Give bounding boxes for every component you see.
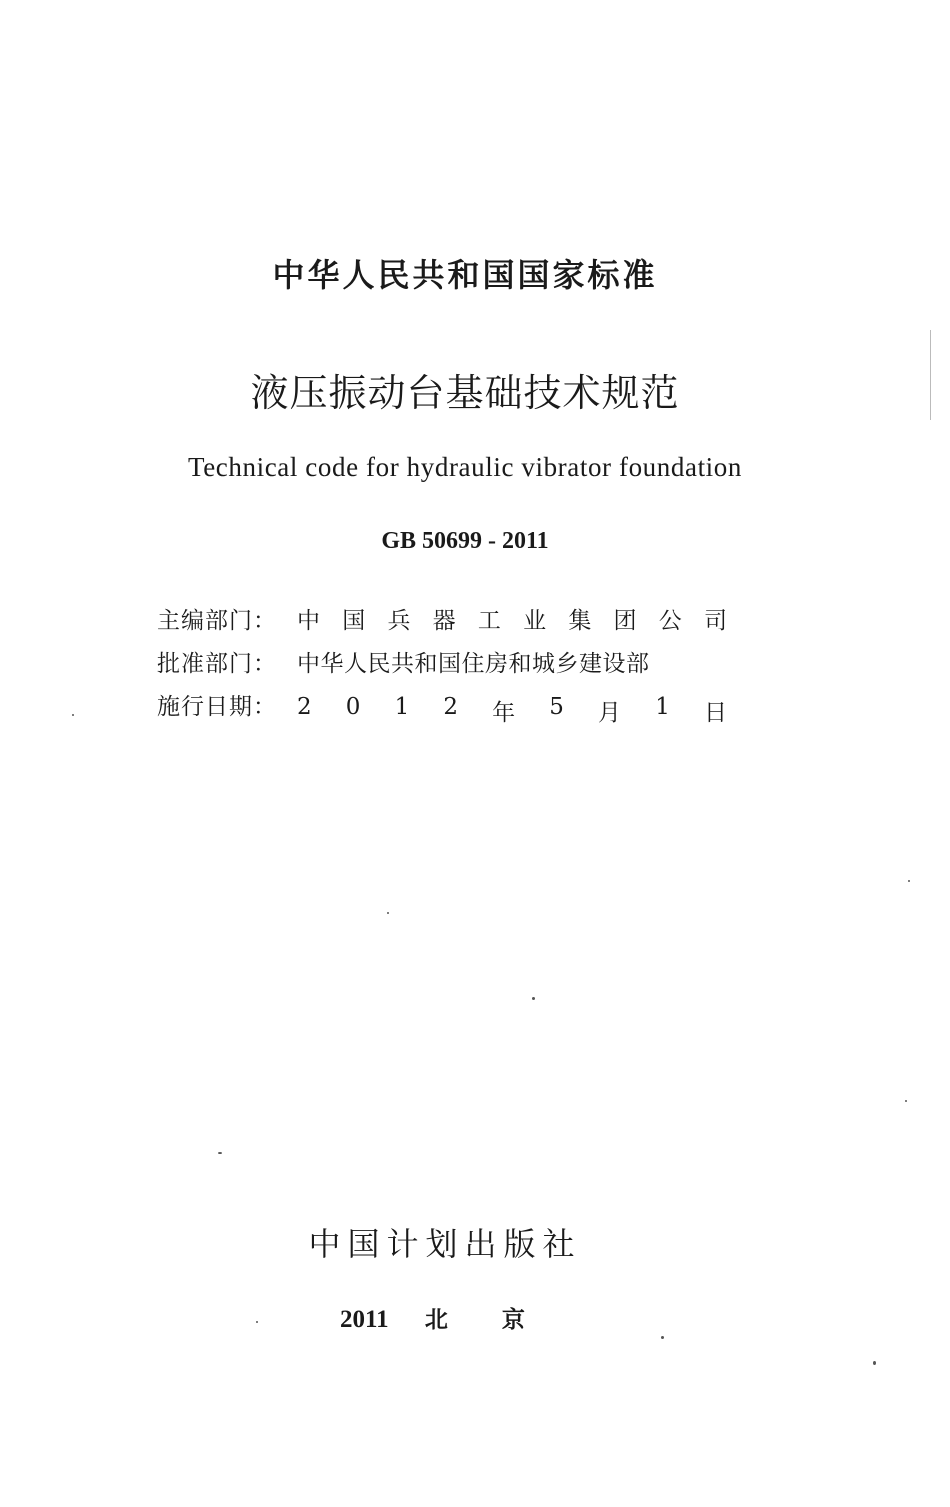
- editor-char: 工: [477, 608, 501, 634]
- publisher: 中国计划出版社: [308, 1225, 582, 1263]
- approver-row: [157, 645, 727, 688]
- date-char: 1: [655, 694, 670, 720]
- date-char: 2: [297, 694, 312, 720]
- editor-row: [157, 602, 727, 645]
- publication-place: [340, 1301, 579, 1334]
- title-english: Technical code for hydraulic vibrator foundation: [188, 452, 742, 482]
- date-char: 2: [443, 694, 458, 720]
- date-char: 1: [394, 694, 410, 720]
- date-char: 日: [703, 700, 727, 726]
- editor-label: 主编部门：: [157, 608, 277, 634]
- date-char: 月: [598, 700, 622, 726]
- scan-speck: [387, 912, 389, 914]
- standard-code: GB 50699 - 2011: [381, 528, 549, 554]
- editor-char: 器: [432, 608, 456, 634]
- effective-date-row: [157, 688, 727, 731]
- editor-char: 集: [568, 608, 592, 634]
- publication-city: 北京: [424, 1307, 579, 1333]
- metadata-block: [157, 602, 727, 731]
- scan-speck: [218, 1152, 222, 1154]
- scan-speck: [905, 1100, 907, 1102]
- approver-value: 中华人民共和国住房和城乡建设部: [297, 651, 650, 677]
- effective-date-label: 施行日期：: [157, 694, 277, 720]
- editor-char: 兵: [387, 608, 411, 634]
- scan-speck: [256, 1321, 258, 1323]
- editor-char: 公: [658, 608, 682, 634]
- publication-year: 2011: [340, 1306, 389, 1333]
- date-char: 0: [345, 694, 361, 720]
- standard-type: 中华人民共和国国家标准: [272, 256, 658, 294]
- editor-char: 中: [297, 608, 320, 634]
- editor-value: [297, 602, 727, 635]
- title-chinese: 液压振动台基础技术规范: [250, 371, 680, 415]
- editor-char: 团: [613, 608, 637, 634]
- editor-char: 国: [342, 608, 366, 634]
- scan-speck: [72, 714, 74, 716]
- scan-speck: [532, 997, 535, 1000]
- editor-char: 司: [703, 608, 727, 634]
- date-char: 5: [549, 694, 564, 720]
- scan-speck: [661, 1336, 664, 1339]
- scan-speck: [908, 880, 910, 882]
- editor-char: 业: [523, 608, 547, 634]
- scan-speck: [873, 1361, 876, 1365]
- scan-speck: [930, 330, 931, 420]
- approver-label: 批准部门：: [157, 651, 277, 677]
- date-char: 年: [492, 700, 516, 726]
- effective-date-value: [297, 694, 727, 727]
